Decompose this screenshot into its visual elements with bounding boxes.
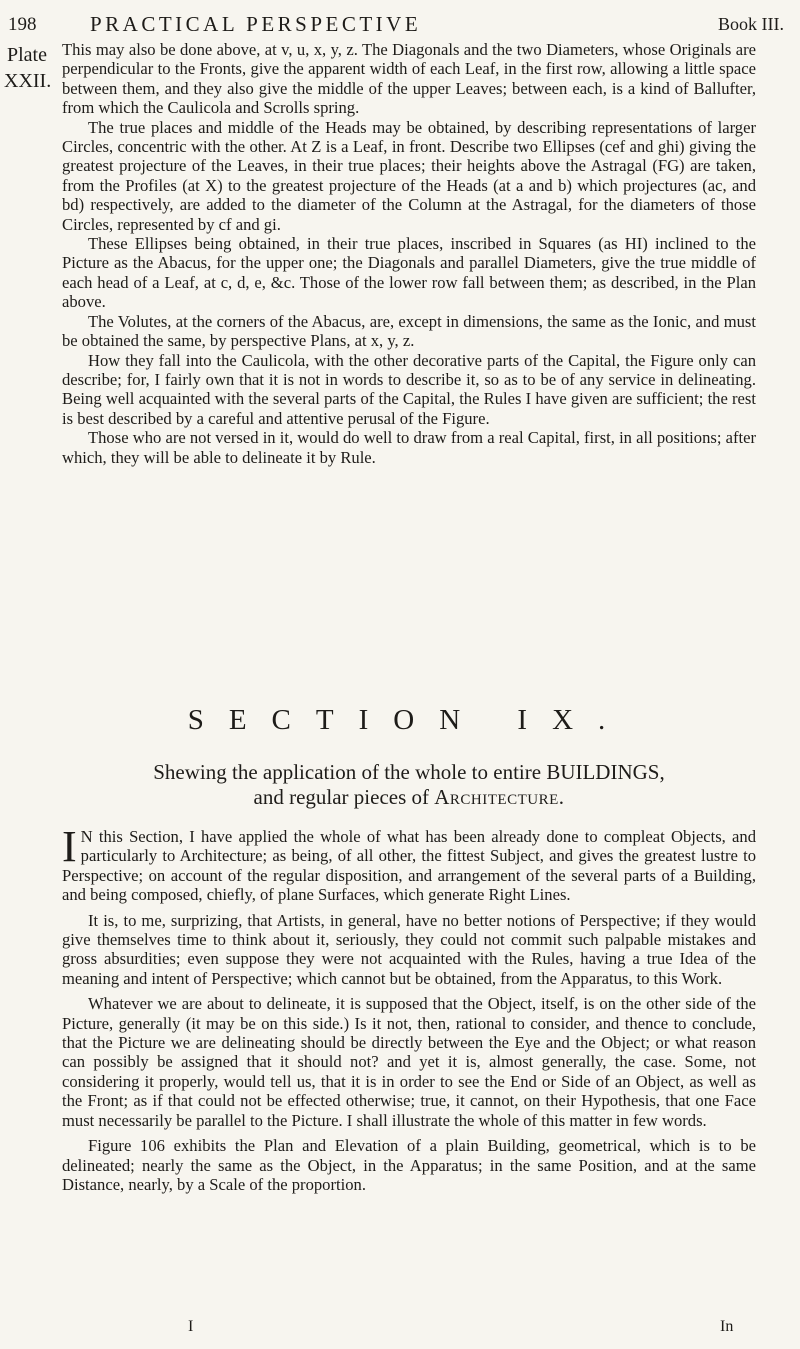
drop-cap: I [62,822,77,871]
lower-body-text [62,822,756,1200]
catchword: In [720,1318,734,1335]
subtitle-line-2 [62,785,756,810]
running-header [0,8,800,38]
paragraph: This may also be done above, at v, u, x, y, z. The Diagonals and the two Diameters, whose Originals are perpendicular to the Fronts, give the apparent width of each Leaf, in the first row, allowing a little space between them, and they also give the middle of the upper Leaves; between each, is a kind of Ballufter, from which the Caulicola and Scrolls spring. [62,40,756,118]
subtitle-line-2-smallcaps: Architecture. [434,785,565,809]
plate-number: XXII. [4,70,52,92]
section-subtitle [62,760,756,810]
signature-mark: I [188,1318,194,1335]
plate-word: Plate [7,44,47,66]
plate-margin-note [4,42,50,94]
section-heading: SECTION IX. [187,704,631,736]
opening-paragraph [62,822,756,905]
upper-body-text [62,40,756,467]
paragraph: It is, to me, surprizing, that Artists, in general, have no better notions of Perspective; if they would give themselves time to think about it, seriously, they could not commit such palpable mistakes and gross absurdities; even suppose they were not acquainted with the Rules, having a true Idea of the meaning and intent of Perspective; which cannot but be obtained, from the Apparatus, to this Work. [62,910,756,988]
paragraph: Whatever we are about to delineate, it is supposed that the Object, itself, is on the other side of the Picture, generally (it may be on this side.) Is it not, then, rational to consider, and thence to conclude, that the Picture we are delineating should be directly between the Eye and the Object; or what reason can possibly be assigned that it should not? and yet it is, almost generally, the case. Some, not considering it properly, would tell us, that it is in order to see the End or Side of an Object, as well as the Front; as if that could not be effected otherwise; true, it cannot, on their Hypothesis, that one Face must necessarily be parallel to the Picture. I shall illustrate the whole of this matter in few words. [62,994,756,1130]
subtitle-line-1: Shewing the application of the whole to entire BUILDINGS, [153,760,665,784]
paragraph: The true places and middle of the Heads may be obtained, by describing representations of larger Circles, concentric with the other. At Z is a Leaf, in front. Describe two Ellipses (cef and ghi) giving the greatest projecture of the Leaves, in their true places; their heights above the Astragal (FG) are taken, from the Profiles (at X) to the greatest projecture of the Heads (at a and b) which projectures (ac, and bd) respectively, are added to the diameter of the Column at the Astragal, for the diameters of those Circles, represented by cf and gi. [62,117,756,234]
paragraph: How they fall into the Caulicola, with the other decorative parts of the Capital, the Figure only can describe; for, I fairly own that it is not in words to describe it, so as to be of any service in delineating. Being well acquainted with the several parts of the Capital, the Rules I have given are sufficient; the rest is best described by a careful and attentive perusal of the Figure. [62,350,756,428]
subtitle-line-2-prefix: and regular pieces of [253,785,429,809]
running-title: PRACTICAL PERSPECTIVE [90,12,422,36]
opening-paragraph-text: N this Section, I have applied the whole of what has been already done to compleat Objects, and particularly to Architecture; as being, of all other, the fittest Subject, and gives the greatest lustre to Perspective; on account of the regular disposition, and arrangement of the several parts of a Building, and being composed, chiefly, of plane Surfaces, which generate Right Lines. [62,827,756,905]
paragraph: Those who are not versed in it, would do well to draw from a real Capital, first, in all positions; after which, they will be able to delineate it by Rule. [62,428,756,467]
paragraph: The Volutes, at the corners of the Abacus, are, except in dimensions, the same as the Ionic, and must be obtained the same, by perspective Plans, at x, y, z. [62,311,756,351]
page-number: 198 [8,14,37,35]
book-label: Book III. [718,14,784,34]
paragraph: Figure 106 exhibits the Plan and Elevation of a plain Building, geometrical, which is to be delineated; nearly the same as the Object, in the Apparatus; in the same Position, and at the same Distance, nearly, by a Scale of the proportion. [62,1136,756,1194]
paragraph: These Ellipses being obtained, in their true places, inscribed in Squares (as HI) inclined to the Picture as the Abacus, for the upper one; the Diagonals and parallel Diameters, give the true middle of each head of a Leaf, at c, d, e, &c. Those of the lower row fall between them; as described, in the Plan above. [62,234,756,312]
